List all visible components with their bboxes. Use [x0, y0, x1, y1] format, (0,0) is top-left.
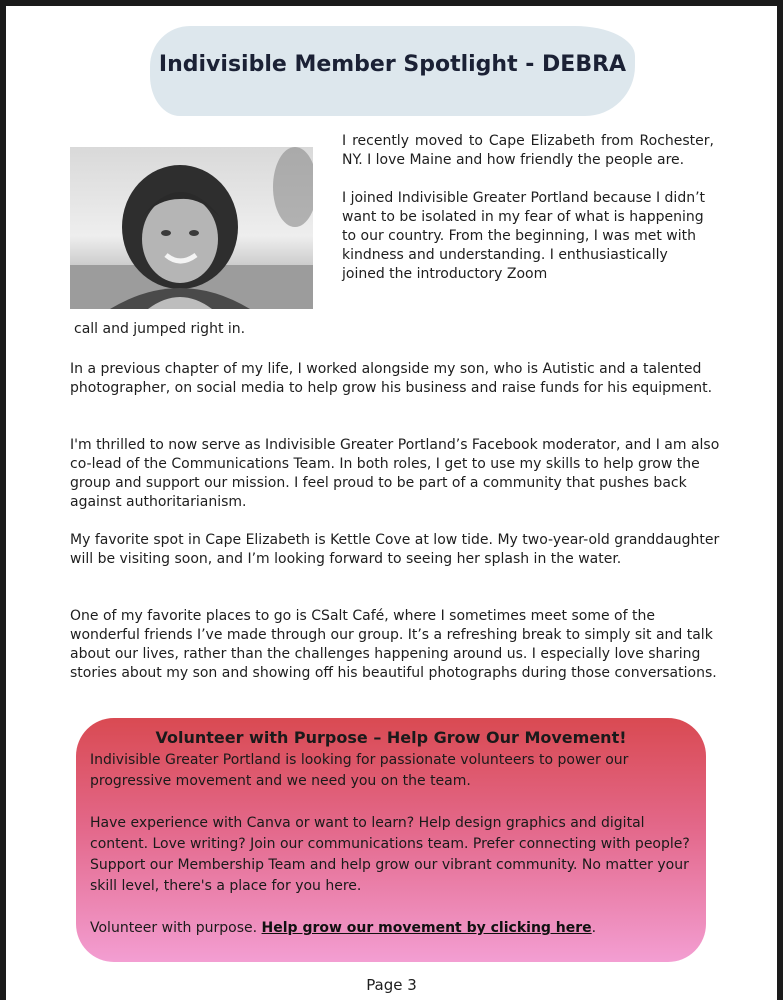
body-paragraph: My favorite spot in Cape Elizabeth is Kettle Cove at low tide. My two-year-old granddaughter will be visiting soon, and I’m looking forward to seeing her splash in the water. — [70, 532, 720, 567]
volunteer-cta-prefix: Volunteer with purpose. — [90, 920, 262, 936]
volunteer-callout — [76, 718, 706, 962]
body-paragraph: One of my favorite places to go is CSalt Café, where I sometimes meet some of the wonderful friends I’ve made through our group. It’s a refreshing break to simply sit and talk about our lives, rather than the challenges happening around us. I especially love sharing stories about my son and showing off his beautiful photographs during those conversations. — [70, 608, 717, 681]
volunteer-paragraph-2: Have experience with Canva or want to learn? Help design graphics and digital content. Love writing? Join our communications team. Prefer connecting with people? Support our Membership Team and help grow our vibrant community. No matter your skill level, there's a place for you here. — [90, 815, 690, 894]
volunteer-signup-link[interactable]: Help grow our movement by clicking here — [261, 920, 592, 936]
intro-paragraph-1: I recently moved to Cape Elizabeth from Rochester, NY. I love Maine and how friendly the people are. — [342, 133, 714, 168]
member-photo-image — [70, 147, 313, 309]
body-paragraph: I'm thrilled to now serve as Indivisible Greater Portland’s Facebook moderator, and I am also co-lead of the Communications Team. In both roles, I get to use my skills to help grow the group and support our mission. I feel proud to be part of a community that pushes back against authoritarianism. — [70, 437, 720, 510]
volunteer-cta — [90, 918, 696, 939]
member-photo — [70, 147, 313, 309]
page-title: Indivisible Member Spotlight - DEBRA — [158, 52, 627, 77]
intro-paragraph-2: I joined Indivisible Greater Portland because I didn’t want to be isolated in my fear of what is happening to our country. From the beginning, I was met with kindness and understanding. I enthusiastically joined the introductory Zoom — [342, 190, 706, 282]
document-page — [6, 6, 777, 1000]
page-number: Page 3 — [366, 976, 417, 994]
intro-text — [342, 132, 714, 284]
volunteer-cta-suffix: . — [591, 920, 597, 936]
intro-continuation: call and jumped right in. — [74, 321, 246, 337]
body-paragraph: In a previous chapter of my life, I worked alongside my son, who is Autistic and a talented photographer, on social media to help grow his business and raise funds for his equipment. — [70, 361, 713, 396]
volunteer-heading: Volunteer with Purpose – Help Grow Our Movement! — [155, 728, 627, 747]
volunteer-paragraph-1: Indivisible Greater Portland is looking for passionate volunteers to power our progressive movement and we need you on the team. — [90, 752, 629, 789]
